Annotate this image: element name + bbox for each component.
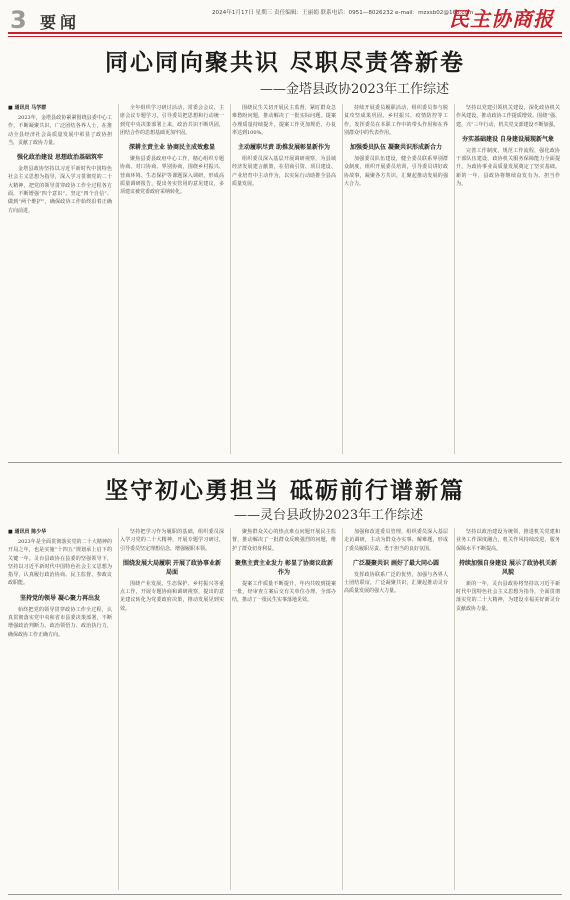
bottom-rule	[8, 894, 562, 895]
paragraph: 发挥政协联系广泛的优势，加强与各界人士团结联谊，广泛凝聚共识，汇聚起推动灵台高质量发展的强大力量。	[344, 571, 448, 595]
paragraph: 加强和改进委员管理，组织委员深入基层走访调研，主动为群众办实事、解难题，形成了委员履职尽责、勇于担当的良好氛围。	[344, 529, 448, 552]
paragraph: 持续开展委员履职活动，组织委员参与脱贫攻坚成果巩固、乡村振兴、疫情防控等工作，发挥委员在本职工作中的带头作用和在界别群众中的代表作用。	[344, 105, 448, 136]
article1-column-5	[456, 104, 560, 454]
article2-column-4	[344, 528, 448, 890]
article2-body	[8, 528, 562, 890]
article2-byline: ■ 通讯员 陈少华	[8, 529, 47, 535]
column-divider	[118, 528, 119, 890]
paragraph: 金塔县政协坚持以习近平新时代中国特色社会主义思想为指导，深入学习贯彻党的二十大精神，把党的领导贯穿政协工作全过程各方面，不断增强“四个意识”、坚定“四个自信”、做到“两个维护”，确保政协工作始终沿着正确方向前进。	[8, 166, 112, 214]
article1-body	[8, 104, 562, 454]
column-divider	[118, 104, 119, 454]
subheading: 深耕主责主业 协商民主成效愈显	[128, 144, 216, 152]
subheading: 广泛凝聚共识 画好了最大同心圆	[352, 559, 440, 567]
article1-column-4	[344, 104, 448, 454]
article2-column-1	[8, 528, 112, 890]
subheading: 聚焦主责主业发力 彰显了协商议政新作为	[234, 559, 334, 576]
subheading: 强化政治建设 思想政治基础筑牢	[16, 154, 104, 162]
paragraph: 2023年是全面贯彻落实党的二十大精神的开局之年，也是实施“十四五”规划承上启下的关键一年。灵台县政协在县委的坚强领导下，坚持以习近平新时代中国特色社会主义思想为指导，认真履行政治协商、民主监督、参政议政职能。	[8, 539, 112, 587]
paragraph: 新的一年，灵台县政协将坚持以习近平新时代中国特色社会主义思想为指导，全面贯彻落实党的二十大精神，为建设幸福美好新灵台贡献政协力量。	[456, 580, 560, 612]
issue-info: 2024年1月17日 星期三 责任编辑：王丽娟 联系电话：0951—8026232 e-mail：mzxsb02@163.com	[212, 10, 474, 16]
masthead	[0, 0, 570, 40]
article2-column-5	[456, 528, 560, 890]
article1-column-2	[120, 104, 224, 454]
paragraph: 坚持以党建引领机关建设，深化政协机关作风建设，推动政协工作提质增效。围绕“强、建、兴”三年行动，机关党支部建设不断加强。	[456, 105, 560, 128]
article2-column-2	[120, 528, 224, 890]
article1-column-1	[8, 104, 112, 454]
subheading: 夯实基础建设 自身建设展现新气象	[461, 135, 555, 143]
top-rule	[8, 32, 562, 34]
article1-headline: 同心同向聚共识 尽职尽责答新卷	[104, 50, 465, 76]
paragraph: 2023年，金塔县政协紧紧围绕县委中心工作，不断凝聚共识，广泛团结各界人士，在推动全县经济社会高质量发展中彰显了政协担当，贡献了政协力量。	[8, 115, 112, 146]
paragraph: 坚持把学习作为履职的基础，组织委员深入学习党的二十大精神，开展专题学习研讨，引导委员坚定理想信念，增强履职本领。	[120, 529, 224, 552]
article1-byline: ■ 通讯员 马学群	[8, 105, 47, 111]
column-divider	[230, 104, 231, 454]
column-divider	[454, 104, 455, 454]
section-divider	[8, 462, 562, 463]
paragraph: 围绕民生关切开展民主监督，紧盯群众急难愁盼问题，推动解决了一批实际问题。提案办理质量持续提升，提案工作更加规范，办复率达到100%。	[232, 105, 336, 136]
paragraph: 完善工作制度，规范工作流程，强化政协干部队伍建设，政协机关服务保障能力全面提升，为政协事业高质量发展奠定了坚实基础。新的一年，县政协将继续奋发有为、担当作为。	[456, 147, 560, 188]
column-divider	[454, 528, 455, 890]
paragraph: 组织委员深入基层开展调研视察，为县域经济发展建言献策，在招商引资、项目建设、产业培育中主动作为，以实际行动助推全县高质量发展。	[232, 156, 336, 188]
column-divider	[342, 104, 343, 454]
paragraph: 加强委员队伍建设，健全委员联系界别群众制度，组织开展委员培训，引导委员讲好政协故事，凝聚各方共识，汇聚起推动发展的强大合力。	[344, 156, 448, 188]
section-name: 要闻	[40, 13, 81, 32]
paragraph: 坚持以政治建设为统领，推进机关党建和业务工作深度融合，机关作风持续改进，服务保障水平不断提高。	[456, 529, 560, 552]
article1-column-3	[232, 104, 336, 454]
paragraph: 聚焦群众关心的热点难点问题开展民主监督，推动解决了一批群众反映强烈的问题，维护了群众切身利益。	[232, 529, 336, 552]
article1-subtitle: ——金塔县政协2023年工作综述	[260, 82, 450, 97]
subheading: 主动履职尽责 助推发展彰显新作为	[237, 144, 331, 152]
paragraph: 聚焦县委县政府中心工作，精心组织专题协商、对口协商、界别协商，围绕乡村振兴、营商环境、生态保护等课题深入调研，形成高质量调研报告，提出务实管用的意见建议，多项建议被党委政府采纳转化。	[120, 156, 224, 196]
paragraph: 始终把党的领导贯穿政协工作全过程，认真贯彻落实党中央和省市县委决策部署，不断增强政治判断力、政治领悟力、政治执行力，确保政协工作正确方向。	[8, 606, 112, 638]
paragraph: 提案工作质量不断提升，年内共收到提案一批，经审查立案后交有关单位办理，全部办结，推动了一批民生实事落地见效。	[232, 580, 336, 604]
top-rule-thin	[8, 36, 562, 37]
newspaper-logo: 民主协商报	[449, 7, 554, 31]
column-divider	[230, 528, 231, 890]
column-divider	[342, 528, 343, 890]
article2-headline: 坚守初心勇担当 砥砺前行谱新篇	[104, 478, 465, 504]
page-number: 3	[10, 6, 27, 34]
article2-subtitle: ——灵台县政协2023年工作综述	[234, 508, 424, 523]
paragraph: 全年组织学习研讨活动，常委会会议、主席会议专题学习，引导委员把思想和行动统一到党中央决策部署上来，政治共识不断巩固，团结合作的思想基础更加牢固。	[120, 105, 224, 136]
subheading: 坚持党的领导 凝心聚力再出发	[19, 594, 101, 602]
paragraph: 围绕产业发展、生态保护、乡村振兴等重点工作，开展专题协商和调研视察，提出的意见建议转化为党委政府决策，推动发展见到实效。	[120, 580, 224, 612]
subheading: 围绕发展大局履职 开展了政协事业新局面	[122, 559, 222, 576]
article2-column-3	[232, 528, 336, 890]
subheading: 加强委员队伍 凝聚共识形成新合力	[349, 144, 443, 152]
subheading: 持续加强自身建设 展示了政协机关新风貌	[458, 559, 558, 576]
